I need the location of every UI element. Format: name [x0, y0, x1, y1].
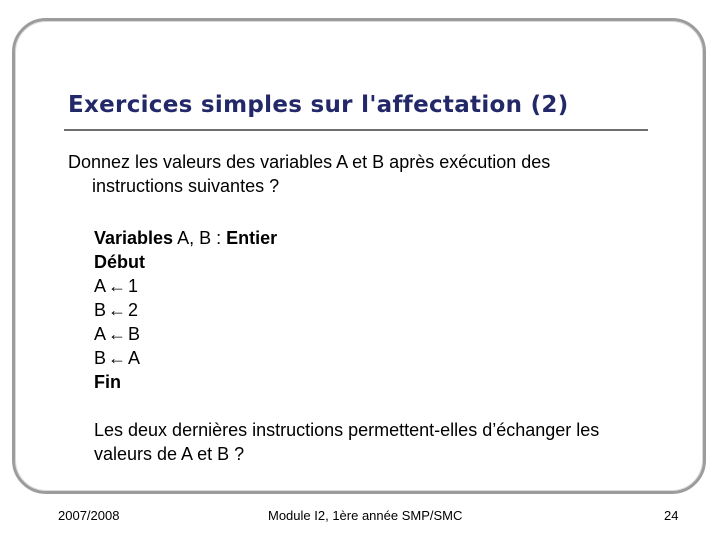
assignment-line	[94, 346, 277, 370]
assignment-value: 2	[128, 300, 139, 320]
question-line-1: Donnez les valeurs des variables A et B après exécution des	[68, 152, 551, 172]
assign-arrow-icon: ←	[108, 348, 127, 368]
page-number: 24	[664, 508, 679, 523]
begin-keyword: Début	[94, 252, 145, 272]
follow-up-question	[94, 418, 674, 466]
assignment-line	[94, 298, 277, 322]
assignment-line	[94, 322, 277, 346]
assignment-value: A	[128, 348, 141, 368]
assignment-line	[94, 274, 277, 298]
assignment-target: A	[94, 324, 107, 344]
assignment-target: A	[94, 276, 107, 296]
declaration-keyword: Variables	[94, 228, 174, 248]
assignment-value: B	[128, 324, 141, 344]
declaration-type: Entier	[226, 228, 278, 248]
assignment-target: B	[94, 300, 107, 320]
assign-arrow-icon: ←	[108, 276, 127, 296]
slide-title: Exercices simples sur l'affectation (2)	[68, 92, 569, 118]
end-keyword: Fin	[94, 372, 121, 392]
algorithm-block	[94, 226, 277, 394]
assignment-target: B	[94, 348, 107, 368]
assignment-value: 1	[128, 276, 139, 296]
assign-arrow-icon: ←	[108, 300, 127, 320]
assign-arrow-icon: ←	[108, 324, 127, 344]
footer-module: Module I2, 1ère année SMP/SMC	[268, 508, 463, 523]
question-line-2: instructions suivantes ?	[92, 176, 280, 196]
exercise-question	[68, 150, 648, 198]
title-divider	[64, 129, 648, 131]
closing-line-2: valeurs de A et B ?	[94, 444, 245, 464]
declaration-names: A, B :	[173, 228, 227, 248]
declaration-line	[94, 226, 277, 250]
closing-line-1: Les deux dernières instructions permettent-elles d’échanger les	[94, 420, 600, 440]
footer-date: 2007/2008	[58, 508, 120, 523]
